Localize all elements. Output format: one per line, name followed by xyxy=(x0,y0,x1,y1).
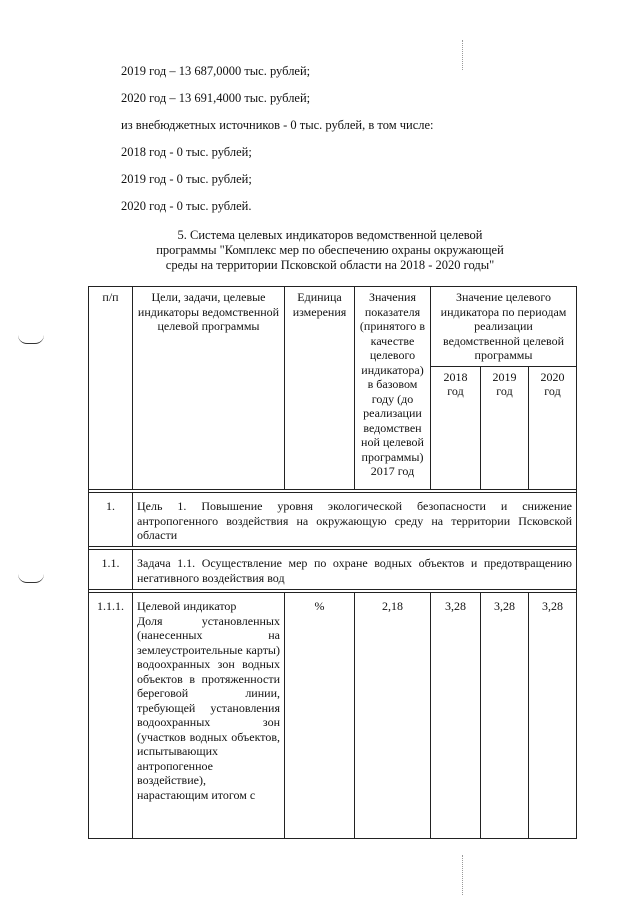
table-row-goal xyxy=(89,493,577,547)
scan-dots xyxy=(462,40,463,70)
margin-mark xyxy=(18,574,44,583)
section-heading-line-3: среды на территории Псковской области на 2018 - 2020 годы" xyxy=(165,258,495,272)
header-year-2019: 2019 год xyxy=(481,366,529,490)
funding-line-2019: 2019 год – 13 687,0000 тыс. рублей; xyxy=(121,64,311,78)
funding-line-extrabudget: из внебюджетных источников - 0 тыс. рублей, в том числе: xyxy=(121,118,434,132)
header-base-value: Значения показателя (принятого в качестве целевого индикатора) в базовом году (до реализации ведомствен ной целевой программы) 2017 год xyxy=(355,287,431,490)
row-goal-text: Цель 1. Повышение уровня экологической безопасности и снижение антропогенного воздействия на окружающую среду на территории Псковской области xyxy=(133,493,577,547)
funding-line-2019-zero: 2019 год - 0 тыс. рублей; xyxy=(121,172,252,186)
indicator-label: Целевой индикатор xyxy=(137,599,237,613)
header-num: п/п xyxy=(89,287,133,490)
header-periods: Значение целевого индикатора по периодам реализации ведомственной целевой программы xyxy=(431,287,577,367)
funding-line-2020-zero: 2020 год - 0 тыс. рублей. xyxy=(121,199,252,213)
indicator-cell xyxy=(133,593,285,839)
header-unit: Единица измерения xyxy=(285,287,355,490)
section-heading xyxy=(120,228,540,273)
indicator-value-2020: 3,28 xyxy=(529,593,577,839)
section-heading-line-1: 5. Система целевых индикаторов ведомственной целевой xyxy=(177,228,483,242)
funding-line-2020: 2020 год – 13 691,4000 тыс. рублей; xyxy=(121,91,311,105)
indicator-description: Доля установленных (нанесенных на землеустроительные карты) водоохранных зон водных объектов в протяженности береговой линии, требующей установления водоохранных зон (участков водных объектов, испытывающих антропогенное воздействие), нарастающим итогом с xyxy=(137,613,280,802)
row-num: 1. xyxy=(89,493,133,547)
indicator-value-2018: 3,28 xyxy=(431,593,481,839)
header-year-2020: 2020 год xyxy=(529,366,577,490)
table-row-indicator xyxy=(89,593,577,839)
header-goal: Цели, задачи, целевые индикаторы ведомственной целевой программы xyxy=(133,287,285,490)
margin-mark xyxy=(18,335,44,344)
scan-dots xyxy=(462,855,463,895)
row-task-text: Задача 1.1. Осуществление мер по охране водных объектов и предотвращению негативного воздействия вод xyxy=(133,550,577,590)
indicator-num: 1.1.1. xyxy=(89,593,133,839)
table-row-task xyxy=(89,550,577,590)
header-year-2018: 2018 год xyxy=(431,366,481,490)
row-num: 1.1. xyxy=(89,550,133,590)
indicator-base-value: 2,18 xyxy=(355,593,431,839)
indicator-unit: % xyxy=(285,593,355,839)
funding-line-2018-zero: 2018 год - 0 тыс. рублей; xyxy=(121,145,252,159)
indicator-value-2019: 3,28 xyxy=(481,593,529,839)
section-heading-line-2: программы "Комплекс мер по обеспечению охраны окружающей xyxy=(156,243,504,257)
indicator-table xyxy=(88,286,577,839)
